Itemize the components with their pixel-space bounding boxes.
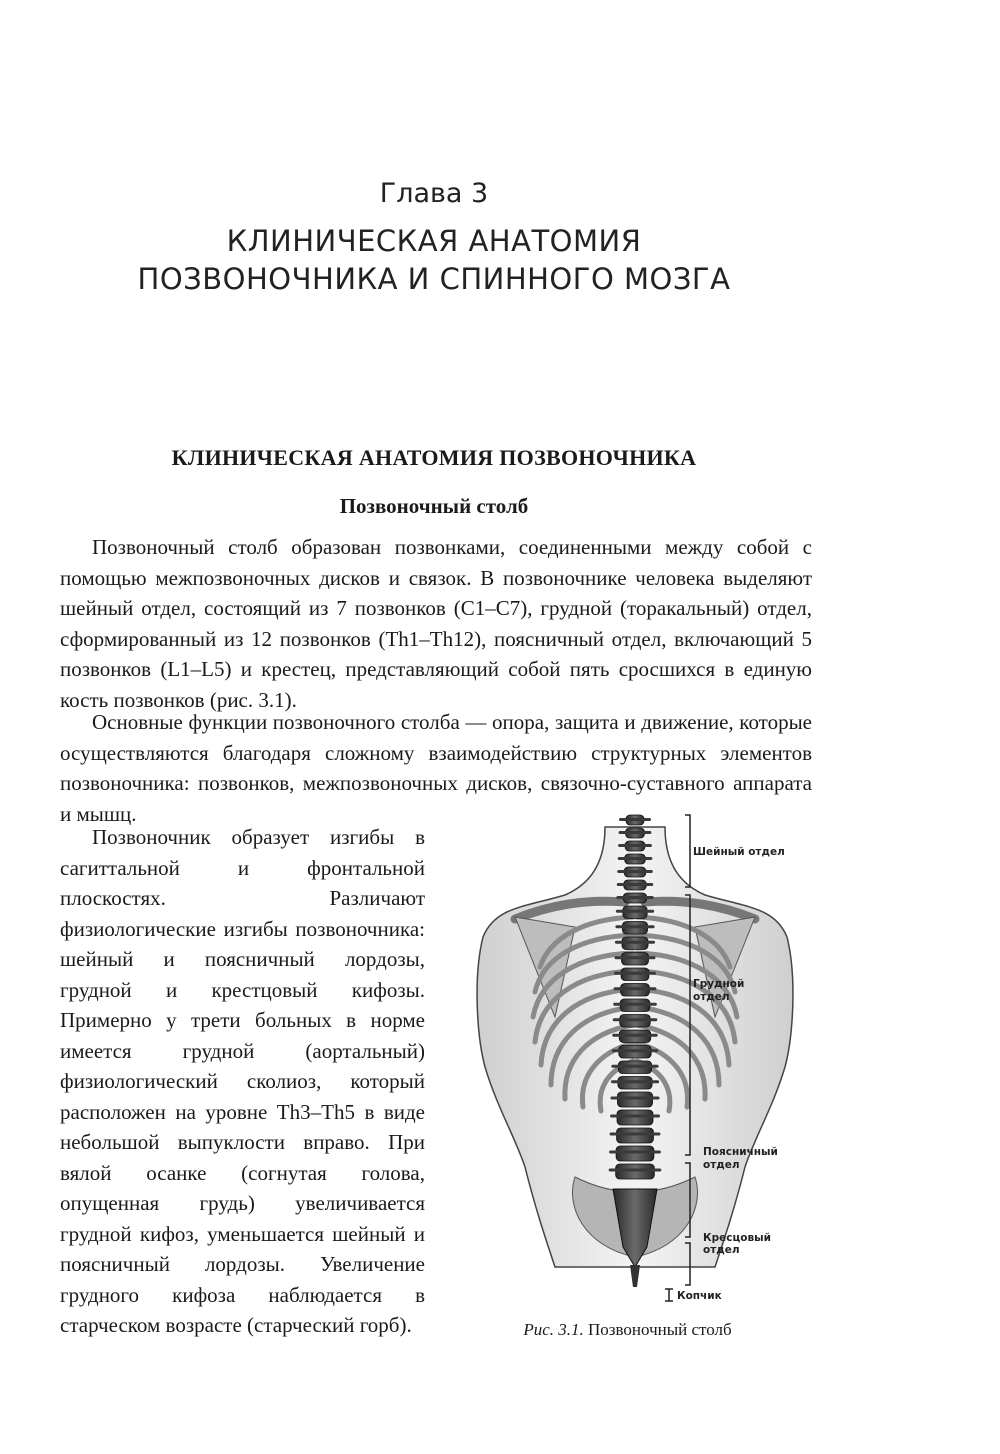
transverse-process <box>612 1034 658 1037</box>
transverse-process <box>618 844 652 847</box>
figure-caption <box>455 1320 800 1340</box>
transverse-process <box>610 1097 659 1100</box>
transverse-process <box>613 1003 657 1006</box>
spine-illustration <box>455 807 815 1307</box>
coccyx-bone <box>630 1265 640 1287</box>
transverse-process <box>611 1080 659 1083</box>
subsection-title: Позвоночный столб <box>339 494 529 518</box>
transverse-process <box>613 1018 658 1021</box>
label-thoracic-2: отдел <box>693 991 730 1003</box>
transverse-process <box>615 941 655 944</box>
caption-label: Рис. 3.1. <box>523 1320 584 1339</box>
transverse-process <box>617 883 654 886</box>
transverse-process <box>615 956 656 959</box>
label-sacral-2: отдел <box>703 1244 740 1256</box>
transverse-process <box>614 972 656 975</box>
transverse-process <box>619 818 651 821</box>
chapter-number: Глава 3 <box>379 178 489 209</box>
label-lumbar-2: отдел <box>703 1159 740 1171</box>
transverse-process <box>617 870 653 873</box>
transverse-process <box>618 857 653 860</box>
transverse-process <box>611 1065 658 1068</box>
transverse-process <box>614 987 657 990</box>
label-lumbar-1: Поясничный <box>703 1146 778 1158</box>
paragraph-1: Позвоночный столб образован позвонками, соединенными между собой с помощью межпозвоночных дисков и связок. В позвоночнике человека выделяют шейный отдел, состоящий из 7 позвонков (C1–C7), грудной (торакальный) отдел, сформированный из 12 позвонков (Th1–Th12), поясничный отдел, включающий 5 позвонков (L1–L5) и крестец, представляющий собой пять сросшихся в единую кость позвонков (рис. 3.1). <box>60 535 812 712</box>
transverse-process <box>610 1133 661 1136</box>
chapter-title <box>0 222 868 298</box>
chapter-title-line-1: КЛИНИЧЕСКАЯ АНАТОМИЯ <box>226 224 642 258</box>
transverse-process <box>609 1169 662 1172</box>
label-thoracic-1: Грудной <box>693 978 745 990</box>
transverse-process <box>610 1115 660 1118</box>
transverse-process <box>615 925 654 928</box>
paragraph-2: Основные функции позвоночного столба — опора, защита и движение, которые осуществляются благодаря сложному взаимодействию структурных элементов позвоночника: позвонков, межпозвоночных дисков, связочно-суставного аппарата и мышц. <box>60 710 812 826</box>
transverse-process <box>616 896 653 899</box>
transverse-process <box>616 910 654 913</box>
transverse-process <box>612 1049 658 1052</box>
label-cervical: Шейный отдел <box>693 846 785 858</box>
chapter-title-line-2: ПОЗВОНОЧНИКА И СПИННОГО МОЗГА <box>137 262 731 296</box>
section-title: КЛИНИЧЕСКАЯ АНАТОМИЯ ПОЗВОНОЧНИКА <box>171 445 697 470</box>
transverse-process <box>619 831 652 834</box>
transverse-process <box>609 1151 661 1154</box>
caption-text: Позвоночный столб <box>588 1320 732 1339</box>
paragraph-3: Позвоночник образует изгибы в сагиттальной и фронтальной плоскостях. Различают физиологические изгибы позвоночника: шейный и поясничный лордозы, грудной и крестцовый кифозы. Примерно у трети больных в норме имеется грудной (аортальный) физиологический сколиоз, который расположен на уровне Th3–Th5 в виде небольшой выпуклости вправо. При вялой осанке (согнутая голова, опущенная грудь) увеличивается грудной кифоз, уменьшается шейный и поясничный лордозы. Увеличение грудного кифоза наблюдается в старческом возрасте (старческий горб). <box>60 825 425 1337</box>
label-sacral-1: Кресцовый <box>703 1232 771 1244</box>
label-coccyx: Копчик <box>677 1290 722 1302</box>
